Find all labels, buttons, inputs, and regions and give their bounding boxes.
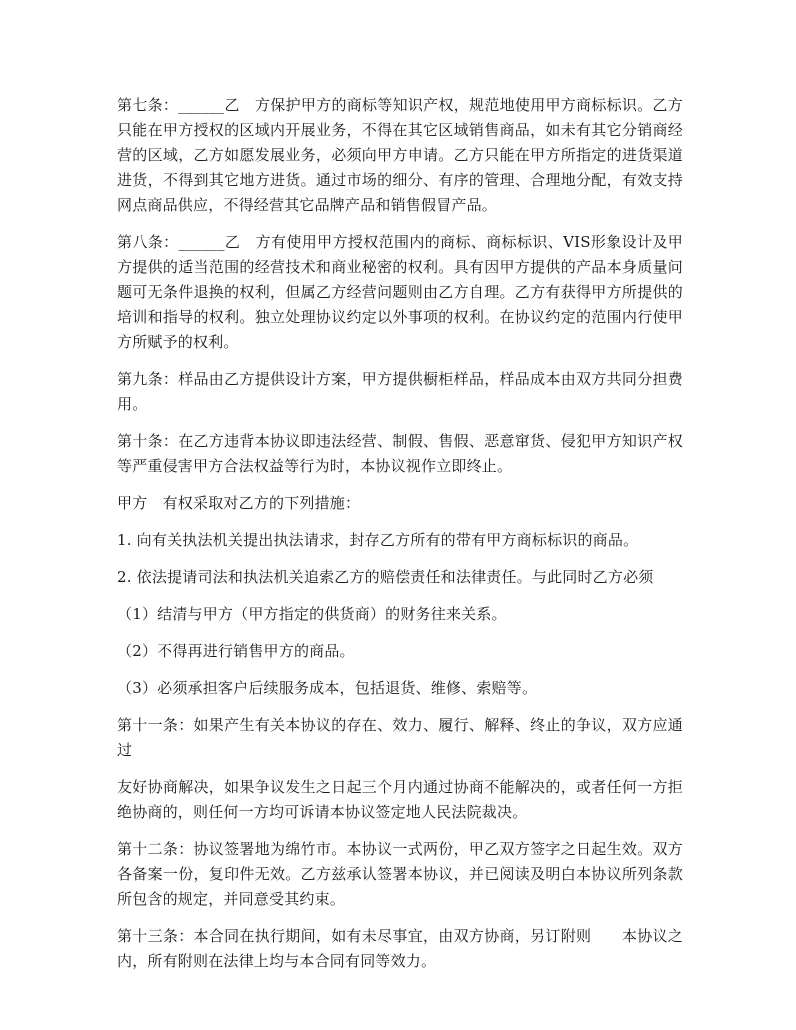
clause-12: 第十二条：协议签署地为绵竹市。本协议一式两份，甲乙双方签字之日起生效。双方各备案一份，复印件无效。乙方兹承认签署本协议，并已阅读及明白本协议所列条款所包含的规定，并同意受其约束。 bbox=[117, 840, 683, 908]
clause-9: 第九条：样品由乙方提供设计方案，甲方提供橱柜样品，样品成本由双方共同分担费用。 bbox=[117, 370, 683, 413]
clause-8: 第八条：______乙 方有使用甲方授权范围内的商标、商标标识、VIS形象设计及甲方提供的适当范围的经营技术和商业秘密的权利。具有因甲方提供的产品本身质量问题可无条件退换的权利，但属乙方经营问题则由乙方自理。乙方有获得甲方所提供的培训和指导的权利。独立处理协议约定以外事项的权利。在协议约定的范围内行使甲方所赋予的权利。 bbox=[117, 233, 683, 351]
party-a-measures-heading: 甲方 有权采取对乙方的下列措施： bbox=[117, 494, 361, 512]
measure-1: 1. 向有关执法机关提出执法请求，封存乙方所有的带有甲方商标标识的商品。 bbox=[117, 531, 639, 549]
sub-measure-2: （2）不得再进行销售甲方的商品。 bbox=[117, 642, 355, 660]
clause-11: 第十一条：如果产生有关本协议的存在、效力、履行、解释、终止的争议，双方应通过 bbox=[117, 716, 683, 759]
clause-13: 第十三条：本合同在执行期间，如有未尽事宜，由双方协商，另订附则 本协议之内，所有附则在法律上均与本合同有同等效力。 bbox=[117, 927, 683, 970]
measure-2: 2. 依法提请司法和执法机关追索乙方的赔偿责任和法律责任。与此同时乙方必须 bbox=[117, 568, 654, 586]
clause-7: 第七条：______乙 方保护甲方的商标等知识产权，规范地使用甲方商标标识。乙方只能在甲方授权的区域内开展业务，不得在其它区域销售商品，如未有其它分销商经营的区域，乙方如愿发展业务，必须向甲方申请。乙方只能在甲方所指定的进货渠道进货，不得到其它地方进货。通过市场的细分、有序的管理、合理地分配，有效支持网点商品供应，不得经营其它品牌产品和销售假冒产品。 bbox=[117, 96, 683, 214]
clause-10: 第十条：在乙方违背本协议即违法经营、制假、售假、恶意窜货、侵犯甲方知识产权等严重侵害甲方合法权益等行为时，本协议视作立即终止。 bbox=[117, 432, 683, 475]
clause-11-continued: 友好协商解决，如果争议发生之日起三个月内通过协商不能解决的，或者任何一方拒绝协商的，则任何一方均可诉请本协议签定地人民法院裁决。 bbox=[117, 778, 683, 821]
sub-measure-1: （1）结清与甲方（甲方指定的供货商）的财务往来关系。 bbox=[117, 605, 507, 623]
sub-measure-3: （3）必须承担客户后续服务成本，包括退货、维修、索赔等。 bbox=[117, 679, 538, 697]
document-body bbox=[117, 93, 683, 986]
